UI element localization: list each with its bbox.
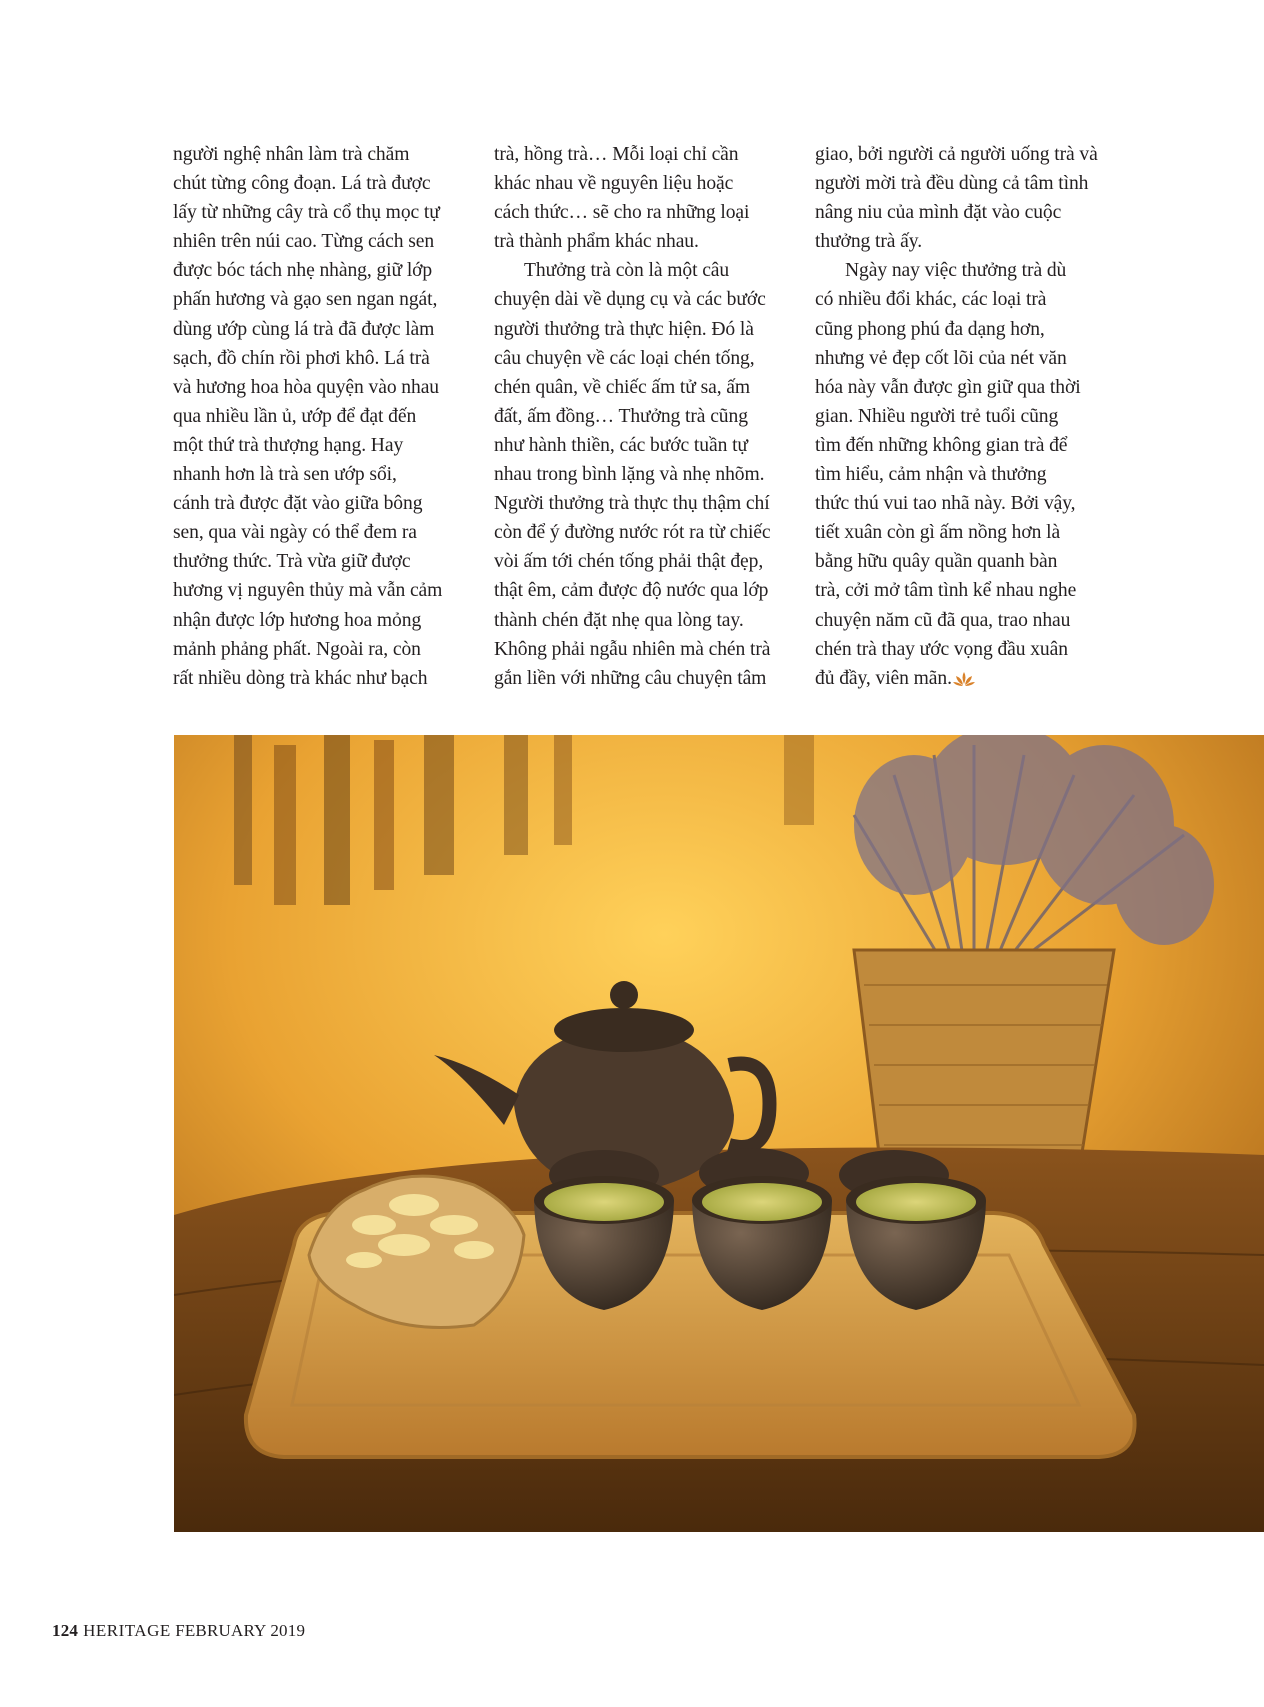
article-line-text: và hương hoa hòa quyện vào nhau [173, 376, 439, 398]
article-line [494, 518, 794, 547]
article-line [815, 460, 1115, 489]
article-line [494, 140, 794, 169]
article-line [815, 402, 1115, 431]
article-line-text: tìm hiểu, cảm nhận và thưởng [815, 464, 1047, 486]
lotus-icon [953, 667, 975, 696]
article-line [173, 344, 473, 373]
article-line [815, 344, 1115, 373]
issue-date: FEBRUARY 2019 [175, 1621, 306, 1640]
article-line-text: trà, hồng trà… Mỗi loại chỉ cần [494, 144, 739, 165]
article-line-text: sen, qua vài ngày có thể đem ra [173, 522, 417, 544]
magazine-name: HERITAGE [83, 1621, 171, 1640]
article-line-text: còn để ý đường nước rót ra từ chiếc [494, 522, 771, 544]
article-line-text: nhận được lớp hương hoa mỏng [173, 609, 422, 631]
article-line [494, 576, 794, 605]
article-line-text: Thưởng trà còn là một câu [524, 260, 730, 282]
article-line [173, 227, 473, 256]
article-line [173, 635, 473, 664]
article-line-text: chén trà thay ước vọng đầu xuân [815, 638, 1068, 660]
article-line [494, 402, 794, 431]
article-column-3 [815, 140, 1115, 693]
article-line [815, 664, 1115, 693]
article-line [815, 518, 1115, 547]
article-line-text: trà, cởi mở tâm tình kể nhau nghe [815, 580, 1077, 602]
page-footer [52, 1621, 305, 1641]
article-line [494, 460, 794, 489]
tea-set-photo [174, 735, 1264, 1532]
article-line [173, 373, 473, 402]
article-line [815, 606, 1115, 635]
article-line-text: người mời trà đều dùng cả tâm tình [815, 173, 1089, 195]
article-line [494, 285, 794, 314]
article-line-text: chút từng công đoạn. Lá trà được [173, 173, 431, 195]
article-line-text: dùng ướp cùng lá trà đã được làm [173, 318, 435, 340]
article-line [173, 489, 473, 518]
article-line [173, 460, 473, 489]
article-line [173, 315, 473, 344]
article-line-text: hóa này vẫn được gìn giữ qua thời [815, 376, 1081, 398]
article-line [815, 285, 1115, 314]
article-line [815, 576, 1115, 605]
article-line [173, 431, 473, 460]
article-line [494, 606, 794, 635]
article-line [173, 256, 473, 285]
article-line [173, 606, 473, 635]
article-line-text: câu chuyện về các loại chén tống, [494, 347, 755, 369]
article-line [173, 285, 473, 314]
article-line-text: tiết xuân còn gì ấm nồng hơn là [815, 522, 1061, 544]
article-line [815, 635, 1115, 664]
article-line [494, 169, 794, 198]
article-line-text: nhau trong bình lặng và nhẹ nhõm. [494, 464, 765, 486]
article-line-text: nâng niu của mình đặt vào cuộc [815, 202, 1062, 224]
article-line [815, 315, 1115, 344]
article-line-text: Không phải ngẫu nhiên mà chén trà [494, 638, 771, 660]
article-line [173, 518, 473, 547]
article-line [815, 198, 1115, 227]
article-line [173, 547, 473, 576]
article-line-text: nhanh hơn là trà sen ướp sổi, [173, 464, 397, 486]
page-number: 124 [52, 1621, 79, 1640]
article-line-text: thưởng trà ấy. [815, 231, 922, 253]
article-line-text: có nhiều đổi khác, các loại trà [815, 289, 1047, 311]
article-line-text: bằng hữu quây quần quanh bàn [815, 551, 1058, 573]
article-line-text: cách thức… sẽ cho ra những loại [494, 202, 750, 224]
article-line [815, 547, 1115, 576]
article-line-text: trà thành phẩm khác nhau. [494, 231, 699, 253]
article-line [815, 256, 1115, 285]
article-line [815, 431, 1115, 460]
article-line-text: sạch, đồ chín rồi phơi khô. Lá trà [173, 347, 430, 369]
article-line [494, 256, 794, 285]
article-line-text: được bóc tách nhẹ nhàng, giữ lớp [173, 260, 433, 282]
article-line [173, 576, 473, 605]
article-line [173, 198, 473, 227]
article-line-text: thật êm, cảm được độ nước qua lớp [494, 580, 769, 602]
article-line [494, 373, 794, 402]
article-line [494, 547, 794, 576]
article-line-text: thức thú vui tao nhã này. Bởi vậy, [815, 493, 1076, 515]
article-line [494, 489, 794, 518]
article-line [815, 373, 1115, 402]
article-line-text: gian. Nhiều người trẻ tuổi cũng [815, 405, 1059, 427]
article-line-text: mảnh phảng phất. Ngoài ra, còn [173, 638, 421, 660]
article-line-text: đất, ấm đồng… Thưởng trà cũng [494, 405, 748, 427]
article-line-text: thành chén đặt nhẹ qua lòng tay. [494, 609, 744, 631]
article-line-text: chuyện dài về dụng cụ và các bước [494, 289, 766, 311]
article-line-text: như hành thiền, các bước tuần tự [494, 434, 748, 456]
article-line [815, 140, 1115, 169]
article-line-text: người thưởng trà thực hiện. Đó là [494, 318, 754, 340]
article-line-text: hương vị nguyên thủy mà vẫn cảm [173, 580, 443, 602]
article-line-text: đủ đầy, viên mãn. [815, 667, 952, 689]
article-line [494, 664, 794, 693]
article-line [173, 169, 473, 198]
article-line [494, 431, 794, 460]
article-line-text: rất nhiều dòng trà khác như bạch [173, 667, 428, 689]
article-line-text: lấy từ những cây trà cổ thụ mọc tự [173, 202, 440, 224]
article-line-text: cánh trà được đặt vào giữa bông [173, 493, 423, 515]
article-line-text: gắn liền với những câu chuyện tâm [494, 667, 767, 689]
article-line [815, 227, 1115, 256]
article-line-text: Ngày nay việc thưởng trà dù [845, 260, 1067, 282]
article-line-text: chén quân, về chiếc ấm tử sa, ấm [494, 376, 751, 398]
article-line [173, 664, 473, 693]
article-line-text: thưởng thức. Trà vừa giữ được [173, 551, 411, 573]
article-line [173, 140, 473, 169]
article-line-text: chuyện năm cũ đã qua, trao nhau [815, 609, 1071, 631]
article-line [494, 344, 794, 373]
article-line [494, 635, 794, 664]
article-line-text: khác nhau về nguyên liệu hoặc [494, 173, 734, 195]
article-line-text: cũng phong phú đa dạng hơn, [815, 318, 1045, 340]
article-line [173, 402, 473, 431]
article-line-text: vòi ấm tới chén tống phải thật đẹp, [494, 551, 764, 573]
tea-set-illustration [174, 735, 1264, 1532]
article-line [494, 227, 794, 256]
article-line [815, 489, 1115, 518]
article-line-text: giao, bởi người cả người uống trà và [815, 144, 1098, 165]
article-line-text: người nghệ nhân làm trà chăm [173, 144, 410, 165]
article-line-text: nhưng vẻ đẹp cốt lõi của nét văn [815, 347, 1067, 369]
article-line-text: nhiên trên núi cao. Từng cách sen [173, 231, 435, 253]
article-column-1 [173, 140, 473, 693]
article-line-text: một thứ trà thượng hạng. Hay [173, 434, 404, 456]
article-column-2 [494, 140, 794, 693]
article-line-text: Người thưởng trà thực thụ thậm chí [494, 493, 770, 515]
article-line-text: qua nhiều lần ủ, ướp để đạt đến [173, 405, 417, 427]
article-line [815, 169, 1115, 198]
article-line-text: tìm đến những không gian trà để [815, 434, 1068, 456]
article-line-text: phấn hương và gạo sen ngan ngát, [173, 289, 438, 311]
article-line [494, 315, 794, 344]
article-line [494, 198, 794, 227]
